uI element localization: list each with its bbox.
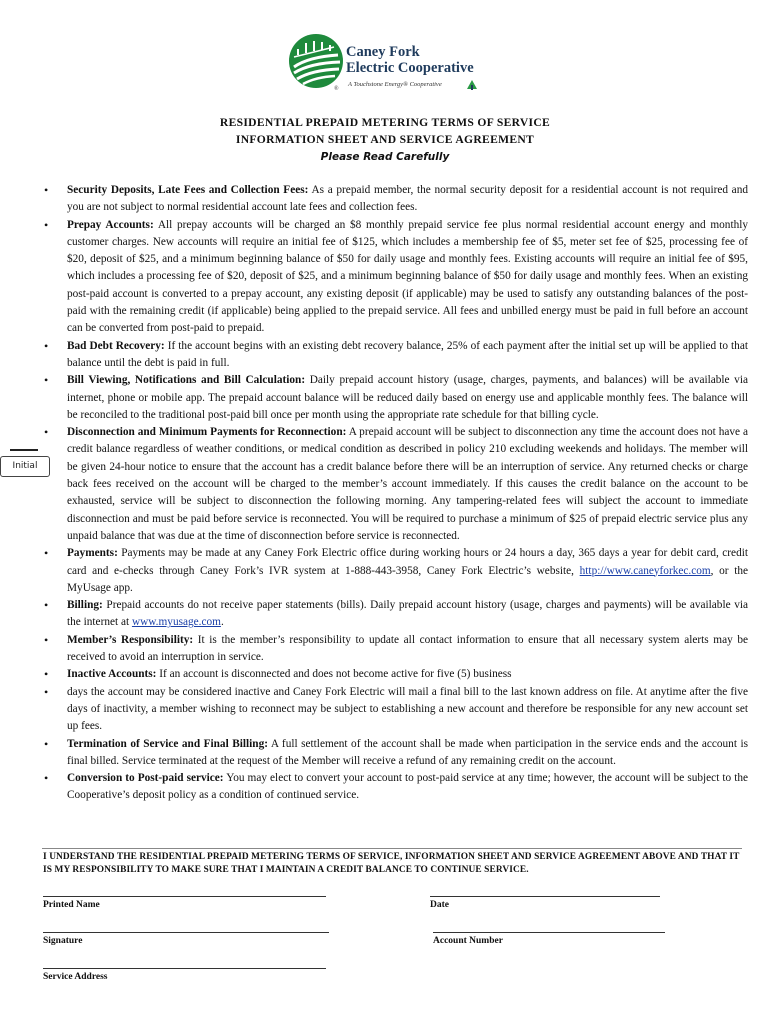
list-item [67,217,748,338]
printed-name-label: Printed Name [43,900,100,910]
item-heading: Termination of Service and Final Billing: [67,737,268,750]
touchstone-energy-icon [466,79,478,91]
item-heading: Prepay Accounts: [67,218,154,231]
item-heading: Inactive Accounts: [67,668,157,681]
list-item [67,632,748,667]
list-item [67,424,748,545]
item-text: A prepaid account will be subject to disconnection any time the account does not have a credit balance regardless of weather conditions, or medical condition as described in policy 210 excluding weekends and holidays. The member will be given 24-hour notice to ensure that the account has a credit balance before there will be an interruption of service. Any returned checks or charge back fees received on the account will be charged to the member’s account immediately. If this causes the credit balance on the account to be exhausted, service will be subject to disconnection the following morning. Any tampering-related fees will subject the account to immediate disconnection and must be paid before service is reconnected. You will be required to purchase a minimum of $25 of prepaid electric service plus any unpaid balance that was due at the time of disconnection before service is reconnected. [67,426,749,542]
website-link[interactable]: http://www.caneyforkec.com [579,564,711,577]
item-text-after: . [220,616,224,629]
item-text: days the account may be considered inactive and Caney Fork Electric will mail a final bill to the last known address on file. At anytime after the five days of inactivity, a member wishing to reconnect may be subject to establishing a new account and therefore be responsible for any new account set up fees. [67,685,748,733]
item-heading: Bad Debt Recovery: [67,339,165,352]
document-title-line1: RESIDENTIAL PREPAID METERING TERMS OF SERVICE [219,116,551,129]
item-text: It is the member’s responsibility to update all contact information to ensure that all necessary system alerts may be received to avoid an interruption in service. [67,633,749,664]
item-text: If an account is disconnected and does not become active for five (5) business [159,668,512,681]
list-item [67,597,748,632]
list-item [67,545,748,597]
list-item [67,666,748,683]
list-item [67,338,748,373]
service-address-line[interactable] [43,968,326,969]
item-heading: Security Deposits, Late Fees and Collection Fees: [67,184,309,196]
terms-list [67,182,748,805]
item-text: Prepaid accounts do not receive paper statements (bills). Daily prepaid account history (usage, charges and payments) will be available via the internet at [67,599,748,629]
item-heading: Payments: [67,547,118,560]
item-heading: Member’s Responsibility: [67,633,194,646]
signature-line[interactable] [43,932,329,933]
item-text: As a prepaid member, the normal security deposit for a residential account is not required and you are not subject to normal residential account late fees and collection fees. [67,184,748,214]
list-item [67,372,748,424]
account-number-label: Account Number [433,936,503,946]
initial-field[interactable]: Initial [0,456,50,477]
item-heading: Disconnection and Minimum Payments for Reconnection: [67,426,347,439]
list-item [67,736,748,771]
section-divider [42,848,742,849]
please-read-subtitle: Please Read Carefully [320,151,450,163]
company-name [346,45,474,76]
list-item [67,770,748,805]
acknowledgement-statement: I UNDERSTAND THE RESIDENTIAL PREPAID METERING TERMS OF SERVICE, INFORMATION SHEET AND SERVICE AGREEMENT ABOVE AND THAT IT IS MY RESPONSIBILITY TO MAKE SURE THAT I MAINTAIN A CREDIT BALANCE TO CONTINUE SERVICE. [43,852,740,876]
cooperative-globe-icon [288,33,344,89]
document-title-line2: INFORMATION SHEET AND SERVICE AGREEMENT [235,133,535,146]
company-logo [288,33,488,95]
registered-mark: ® [334,86,339,92]
company-name-line2: Electric Cooperative [346,59,474,76]
printed-name-line[interactable] [43,896,326,897]
service-address-label: Service Address [43,972,108,982]
list-item [67,182,748,217]
account-number-line[interactable] [433,932,665,933]
item-text: All prepay accounts will be charged an $8 monthly prepaid service fee plus normal residential account energy and monthly customer charges. New accounts will require an initial fee of $125, which includes a membership fee of $5, meter set fee of $25, processing fee of $20, deposit of $25, and a minimum beginning balance of $50 for daily usage and monthly fees. Existing accounts will require an initial fee of $95, which includes a processing fee of $20, deposit of $25, and a minimum beginning balance of $50 for daily usage and monthly fees. When an existing post-paid account is converted to a prepay account, any existing deposit (if applicable) may be used to satisfy any outstanding balances of the post-paid with the remaining credit (if applicable) being applied to the prepaid service. All fees and unbilled energy must be paid in full before an account can be converted from post-paid to prepaid. [67,218,749,335]
item-text-after: , or the MyUsage app. [67,564,749,594]
company-tagline: A Touchstone Energy® Cooperative [348,81,442,88]
item-text: If the account begins with an existing debt recovery balance, 25% of each payment after the initial set up will be applied to that balance until the debt is paid in full. [67,339,748,369]
date-label: Date [430,900,449,910]
signature-label: Signature [43,936,83,946]
item-text: A full settlement of the account shall be made when participation in the service ends and the account is final billed. Service terminated at the request of the Member will receive a refund of any remaining credit on the account. [67,737,749,767]
item-text: You may elect to convert your account to post-paid service at any time; however, the account will be subject to the Cooperative’s deposit policy as a condition of continued service. [67,772,748,802]
company-name-line1: Caney Fork [346,44,420,60]
item-heading: Billing: [67,599,103,612]
item-heading: Bill Viewing, Notifications and Bill Calculation: [67,374,306,387]
item-heading: Conversion to Post-paid service: [67,772,224,785]
date-line[interactable] [430,896,660,897]
initial-signature-line [10,449,38,451]
item-text: Daily prepaid account history (usage, charges, payments, and balances) will be available via internet, phone or mobile app. The prepaid account balance will be reduced daily based on energy use and applicable monthly fees. The balance will be reconciled to the traditional post-paid bill once per month using the appropriate rate schedule for that billing cycle. [67,374,748,421]
item-text: Payments may be made at any Caney Fork Electric office during working hours or 24 hours a day, 365 days a year for debit card, credit card and e-checks through Caney Fork’s IVR system at 1-888-443-3958, Caney Fork Electric’s website, [67,547,748,577]
myusage-link[interactable]: www.myusage.com [131,616,221,629]
list-item [67,684,748,736]
